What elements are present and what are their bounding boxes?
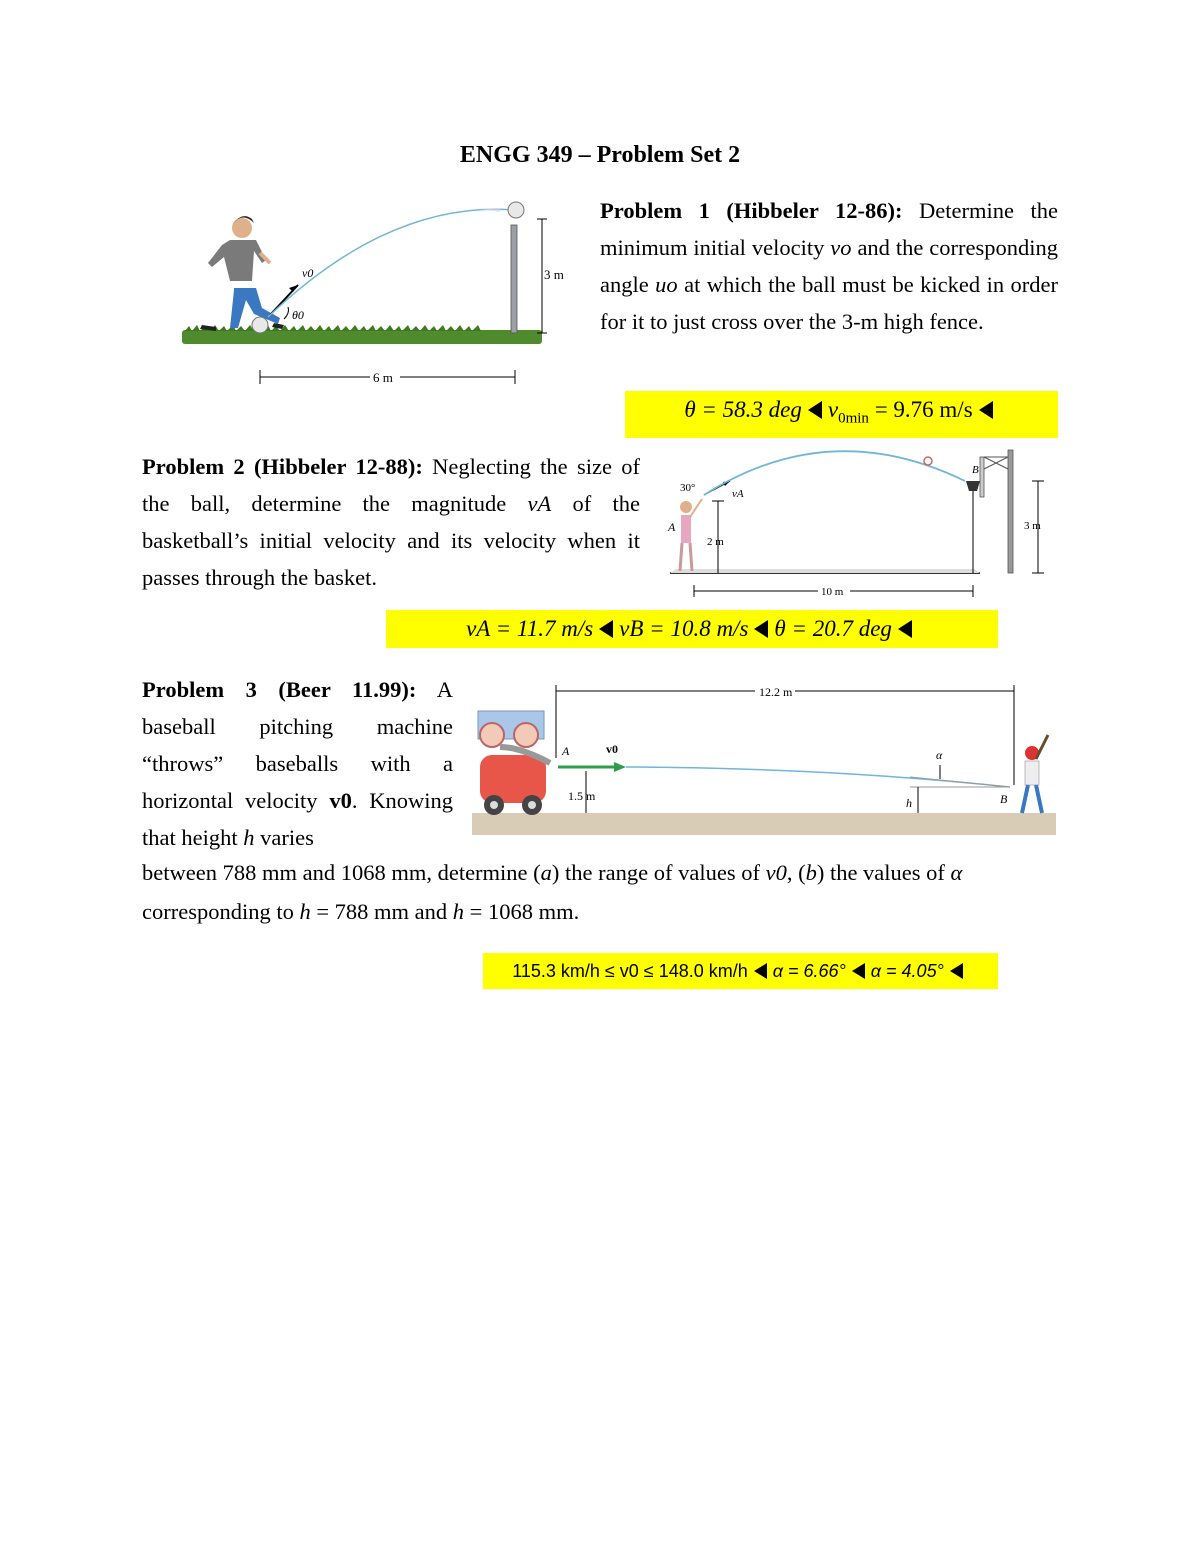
problem1-text: Problem 1 (Hibbeler 12-86): Determine the minimum initial velocity vo and the corresponding angle uo at which the ball must be kicked in order for it to just cross over the 3-m high fence.: [600, 198, 1058, 334]
h-label: h: [906, 796, 912, 810]
v0-label: v0: [302, 266, 314, 280]
answer-marker-icon: [808, 401, 822, 419]
ball-top: [508, 202, 524, 218]
answer-vb: vB = 10.8 m/s: [619, 616, 749, 641]
height-label: 1.5 m: [568, 789, 596, 803]
problem3-text-intro: Problem 3 (Beer 11.99): A baseball pitching machine “throws” baseballs with a horizontal velocity v0. Knowing that height h varies: [142, 677, 453, 850]
problem2-answer: [386, 610, 998, 648]
problem2-figure: [660, 445, 1060, 605]
answer-marker-icon: [599, 620, 613, 638]
point-a-label: A: [668, 520, 676, 534]
distance-label: 10 m: [821, 586, 844, 598]
grass-ground: [182, 330, 542, 344]
height-b-label: 3 m: [1024, 520, 1041, 532]
problem2-heading: Problem 2 (Hibbeler 12-88):: [142, 454, 423, 479]
va-label: vA: [732, 488, 744, 500]
height-a-label: 2 m: [707, 536, 724, 548]
page-title: ENGG 349 – Problem Set 2: [459, 142, 741, 168]
problem3-answer: [483, 953, 998, 989]
answer-marker-icon: [754, 620, 768, 638]
point-b-label: B: [972, 464, 979, 476]
problem1-answer: θ = 58.3 deg $v_{0min} = 9.76$ m/s: [625, 391, 1058, 438]
trajectory-path: [626, 767, 1010, 787]
answer-alpha1: α = 6.66°: [772, 961, 846, 981]
v0-symbol: v0: [329, 788, 352, 813]
ground: [472, 813, 1056, 835]
answer-alpha2: α = 4.05°: [870, 961, 944, 981]
ball-start: [252, 317, 268, 333]
problem1-figure: [180, 195, 580, 395]
fence-post: [511, 225, 517, 333]
answer-marker-icon: [950, 963, 963, 979]
height-label: 3 m: [544, 267, 564, 282]
batter-figure: [1022, 735, 1048, 813]
distance-label: 6 m: [373, 370, 393, 385]
v0-label: v0: [606, 742, 618, 756]
point-b-label: B: [1000, 792, 1008, 806]
problem3-figure: [470, 673, 1060, 838]
distance-label: 12.2 m: [759, 685, 793, 699]
problem2-text: Problem 2 (Hibbeler 12-88): Neglecting the size of the ball, determine the magnitude vA of the basketball’s initial velocity and its velocity when it passes through the basket.: [142, 454, 640, 590]
answer-marker-icon: [898, 620, 912, 638]
answer-vmin: = 9.76 m/s: [868, 397, 973, 422]
v0-symbol: vo: [830, 235, 852, 260]
answer-range: 115.3 km/h ≤ v0 ≤ 148.0 km/h: [512, 961, 748, 981]
problem3-heading: Problem 3 (Beer 11.99):: [142, 677, 417, 702]
va-symbol: vA: [527, 491, 552, 516]
answer-theta: θ = 58.3 deg: [684, 397, 802, 422]
answer-marker-icon: [754, 963, 767, 979]
answer-marker-icon: [852, 963, 865, 979]
alpha-label: α: [936, 748, 943, 762]
h-symbol: h: [243, 825, 255, 850]
point-a-label: A: [562, 744, 570, 758]
problem3-text-rest: between 788 mm and 1068 mm, determine (a) the range of values of v0, (b) the values of α corresponding to h = 788 mm and h = 1068 mm.: [142, 860, 963, 924]
player-figure: [680, 499, 702, 571]
answer-theta: θ = 20.7 deg: [774, 616, 892, 641]
angle-label: 30°: [680, 482, 696, 494]
problem1-heading: Problem 1 (Hibbeler 12-86):: [600, 198, 903, 223]
pitching-machine: [478, 711, 550, 815]
answer-va: vA = 11.7 m/s: [466, 616, 594, 641]
u0-symbol: uo: [655, 272, 678, 297]
trajectory-path: [268, 209, 515, 317]
answer-marker-icon: [979, 401, 993, 419]
theta0-label: θ0: [292, 308, 304, 322]
